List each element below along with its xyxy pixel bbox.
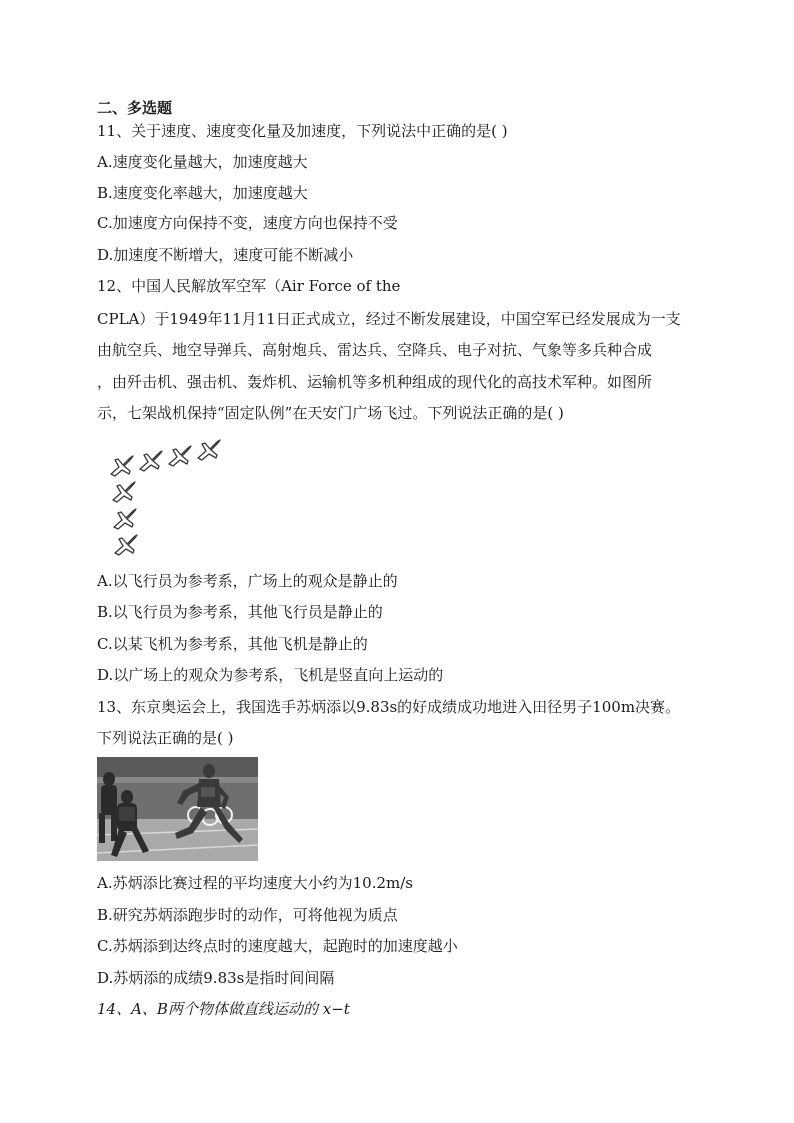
fighter-jet-icon	[112, 505, 138, 531]
fighter-jet-icon	[196, 436, 222, 462]
q11-stem: 11、关于速度、速度变化量及加速度，下列说法中正确的是( )	[97, 122, 508, 140]
q13-option-d: D.苏炳添的成绩9.83s是指时间间隔	[97, 969, 335, 987]
fighter-jet-icon	[111, 478, 137, 504]
q12-stem-line-3: 由航空兵、地空导弹兵、高射炮兵、雷达兵、空降兵、电子对抗、气象等多兵种合成	[97, 341, 653, 359]
fighter-jet-icon	[138, 447, 164, 473]
q11-option-a: A.速度变化量越大，加速度越大	[97, 153, 308, 171]
q11-option-c: C.加速度方向保持不变，速度方向也保持不受	[97, 214, 398, 232]
section-title: 二、多选题	[97, 99, 173, 117]
q12-option-a: A.以飞行员为参考系，广场上的观众是静止的	[97, 572, 398, 590]
q12-option-b: B.以飞行员为参考系，其他飞行员是静止的	[97, 603, 383, 621]
q13-option-b: B.研究苏炳添跑步时的动作，可将他视为质点	[97, 906, 398, 924]
q14-stem: 14、A、B两个物体做直线运动的 x−t	[97, 1000, 350, 1018]
sprinter-photo	[97, 757, 258, 861]
q13-option-c: C.苏炳添到达终点时的速度越大，起跑时的加速度越小	[97, 937, 458, 955]
q13-stem-line-2: 下列说法正确的是( )	[97, 729, 234, 747]
q13-option-a: A.苏炳添比赛过程的平均速度大小约为10.2m/s	[97, 874, 413, 892]
q12-option-c: C.以某飞机为参考系，其他飞机是静止的	[97, 635, 368, 653]
fighter-jet-icon	[109, 452, 135, 478]
q11-option-b: B.速度变化率越大，加速度越大	[97, 184, 308, 202]
q12-option-d: D.以广场上的观众为参考系，飞机是竖直向上运动的	[97, 666, 444, 684]
q13-stem-line-1: 13、东京奥运会上，我国选手苏炳添以9.83s的好成绩成功地进入田径男子100m决赛。	[97, 698, 681, 716]
q12-stem-line-5: 示，七架战机保持“固定队例”在天安门广场飞过。下列说法正确的是( )	[97, 404, 564, 422]
q11-option-d: D.加速度不断增大，速度可能不断减小	[97, 246, 354, 264]
q12-stem-line-4: ，由歼击机、强击机、轰炸机、运输机等多机种组成的现代化的高技术军种。如图所	[97, 373, 653, 391]
fighter-jet-icon	[113, 531, 139, 557]
formation-figure	[105, 432, 235, 560]
q12-stem-line-1: 12、中国人民解放军空军（Air Force of the	[97, 277, 401, 295]
fighter-jet-icon	[167, 442, 193, 468]
q12-stem-line-2: CPLA）于1949年11月11日正式成立，经过不断发展建设，中国空军已经发展成为一支	[97, 310, 681, 328]
